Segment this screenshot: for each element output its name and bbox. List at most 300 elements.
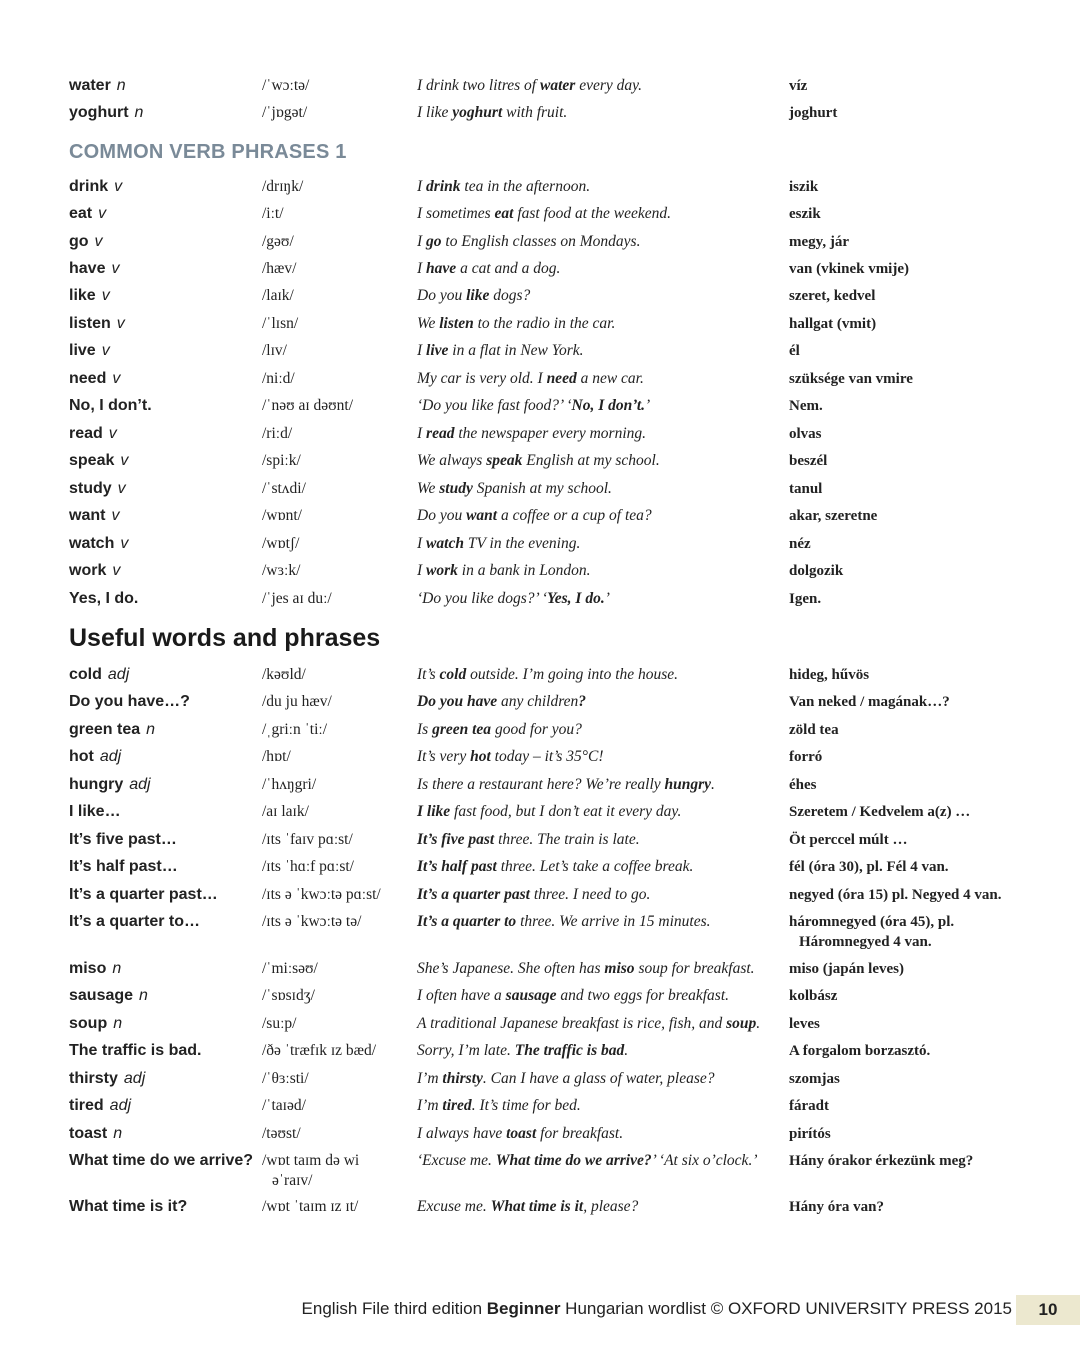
entry-row (0, 1014, 1080, 1036)
entry-word (69, 424, 117, 444)
example-text: Excuse me. (417, 1198, 491, 1215)
example-highlight: ? (578, 693, 587, 710)
example-text: ‘Do you like dogs?’ ‘ (417, 590, 547, 607)
example-highlight: listen (439, 315, 474, 332)
example-text: Do you (417, 507, 467, 524)
example-text: good for you? (491, 721, 582, 738)
example-text: ’ (645, 397, 651, 414)
headword: speak (69, 452, 115, 469)
example-highlight: It’s half past (417, 858, 497, 875)
translation-text: Van neked / magának…? (789, 694, 950, 710)
footer-level: Beginner (486, 1299, 561, 1318)
example-text: I (417, 425, 427, 442)
ipa-text: /wɒnt/ (262, 507, 302, 524)
hungarian-translation (789, 830, 1049, 850)
translation-text: háromnegyed (óra 45), pl. (789, 914, 955, 930)
entry-word (69, 76, 126, 96)
headword: No, I don’t. (69, 397, 152, 414)
headword: work (69, 562, 107, 579)
entry-word (69, 1197, 187, 1217)
ipa-text: /du ju hæv/ (262, 693, 332, 710)
example-text: and two eggs for breakfast. (556, 987, 730, 1004)
ipa-text: /ɪts ə ˈkwɔːtə tə/ (262, 913, 362, 930)
example-highlight: water (540, 77, 576, 94)
example-sentence (417, 369, 787, 389)
headword: miso (69, 960, 107, 977)
pronunciation (262, 76, 412, 96)
ipa-text: /ˈnəʊ aɪ dəʊnt/ (262, 397, 354, 414)
pronunciation (262, 103, 412, 123)
entry-row (0, 232, 1080, 254)
headword: drink (69, 178, 109, 195)
entry-row (0, 479, 1080, 501)
entry-row (0, 986, 1080, 1008)
headword: toast (69, 1125, 108, 1142)
example-text: I sometimes (417, 205, 495, 222)
example-text: a cat and a dog. (456, 260, 561, 277)
ipa-text: /wɒt ˈtaɪm ɪz ɪt/ (262, 1198, 359, 1215)
example-highlight: green tea (432, 721, 492, 738)
entry-row (0, 396, 1080, 418)
example-sentence (417, 747, 787, 767)
ipa-text: /niːd/ (262, 370, 295, 387)
example-sentence (417, 76, 787, 96)
example-text: Spanish at my school. (472, 480, 612, 497)
entry-row (0, 1197, 1080, 1219)
ipa-text: /ˈjes aɪ duː/ (262, 590, 332, 607)
pronunciation (262, 1096, 412, 1116)
ipa-text: /ˈθɜːsti/ (262, 1070, 309, 1087)
entry-row (0, 76, 1080, 98)
headword: green tea (69, 721, 141, 738)
example-sentence (417, 204, 787, 224)
example-text: I drink two litres of (417, 77, 540, 94)
entry-word (69, 177, 122, 197)
page-number: 10 (1016, 1295, 1080, 1325)
entry-word (69, 665, 129, 685)
example-text: . Can I have a glass of water, please? (482, 1070, 715, 1087)
example-highlight: toast (506, 1125, 537, 1142)
footer-copyright: Hungarian wordlist © OXFORD UNIVERSITY PRESS 2015 (560, 1299, 1012, 1318)
example-text: three. Let’s take a coffee break. (496, 858, 694, 875)
entry-word (69, 1096, 131, 1116)
example-text: outside. I’m going into the house. (466, 666, 679, 683)
entry-word (69, 692, 190, 712)
example-text: I (417, 260, 427, 277)
part-of-speech: v (111, 507, 120, 524)
example-text: three. The train is late. (494, 831, 640, 848)
entry-row (0, 830, 1080, 852)
example-highlight: It’s five past (417, 831, 495, 848)
headword: listen (69, 315, 111, 332)
entry-row (0, 1151, 1080, 1189)
example-text: Is (417, 721, 433, 738)
example-sentence (417, 259, 787, 279)
headword: soup (69, 1015, 108, 1032)
headword: go (69, 233, 89, 250)
entry-word (69, 232, 103, 252)
hungarian-translation (789, 286, 1049, 306)
example-text: Do you (417, 287, 467, 304)
part-of-speech: adj (123, 1070, 146, 1087)
entry-row (0, 506, 1080, 528)
example-highlight: live (426, 342, 449, 359)
translation-text: hallgat (vmit) (789, 316, 877, 332)
entry-word (69, 720, 155, 740)
translation-text: Szeretem / Kedvelem a(z) … (789, 804, 971, 820)
hungarian-translation (789, 76, 1049, 96)
hungarian-translation (789, 232, 1049, 252)
example-text: with fruit. (502, 104, 568, 121)
entry-row (0, 561, 1080, 583)
headword: Do you have…? (69, 693, 190, 710)
example-text: fast food at the weekend. (513, 205, 671, 222)
headword: sausage (69, 987, 134, 1004)
entry-word (69, 103, 143, 123)
hungarian-translation (789, 692, 1049, 712)
example-text: to English classes on Mondays. (441, 233, 641, 250)
ipa-text: /kəʊld/ (262, 666, 306, 683)
section-heading-common-verb-phrases: COMMON VERB PHRASES 1 (69, 141, 347, 163)
entry-word (69, 802, 121, 822)
hungarian-translation (789, 314, 1049, 334)
headword: hot (69, 748, 94, 765)
example-text: a new car. (576, 370, 644, 387)
ipa-text: /ɪts ˈfaɪv pɑːst/ (262, 831, 353, 848)
pronunciation (262, 665, 412, 685)
entry-word (69, 204, 106, 224)
translation-text: beszél (789, 453, 828, 469)
headword: It’s a quarter past… (69, 886, 218, 903)
example-text: I always have (417, 1125, 507, 1142)
example-sentence (417, 1069, 787, 1089)
part-of-speech: n (139, 987, 148, 1004)
hungarian-translation (789, 775, 1049, 795)
ipa-text: /təʊst/ (262, 1125, 301, 1142)
example-sentence (417, 720, 787, 740)
translation-text: éhes (789, 777, 817, 793)
headword: yoghurt (69, 104, 129, 121)
example-highlight: have (426, 260, 457, 277)
example-text: any children (497, 693, 579, 710)
ipa-text: /spiːk/ (262, 452, 301, 469)
part-of-speech: n (134, 104, 144, 121)
entry-row (0, 177, 1080, 199)
translation-text: víz (789, 78, 808, 94)
example-text: I (417, 535, 427, 552)
translation-text: Hány órakor érkezünk meg? (789, 1153, 974, 1169)
ipa-text: /hæv/ (262, 260, 297, 277)
example-text: A traditional Japanese breakfast is rice, fish, and (417, 1015, 727, 1032)
ipa-text: /lɪv/ (262, 342, 287, 359)
example-sentence (417, 286, 787, 306)
translation-text: van (vkinek vmije) (789, 261, 909, 277)
example-highlight: miso (604, 960, 635, 977)
example-text: to the radio in the car. (473, 315, 616, 332)
example-highlight: Yes, I do. (547, 590, 605, 607)
example-highlight: What time do we arrive? (495, 1152, 652, 1169)
translation-text: szomjas (789, 1071, 840, 1087)
ipa-text: /hɒt/ (262, 748, 291, 765)
entry-word (69, 314, 125, 334)
part-of-speech: n (116, 77, 126, 94)
pronunciation (262, 1124, 412, 1144)
example-sentence (417, 177, 787, 197)
example-highlight: It’s a quarter past (417, 886, 530, 903)
example-highlight: read (426, 425, 455, 442)
translation-text: fél (óra 30), pl. Fél 4 van. (789, 859, 949, 875)
hungarian-translation (789, 1096, 1049, 1116)
example-text: We (417, 480, 440, 497)
entry-row (0, 314, 1080, 336)
translation-text: dolgozik (789, 563, 844, 579)
pronunciation (262, 369, 412, 389)
ipa-text: /riːd/ (262, 425, 293, 442)
example-sentence (417, 424, 787, 444)
part-of-speech: v (112, 370, 121, 387)
example-text: We (417, 315, 440, 332)
ipa-text: /aɪ laɪk/ (262, 803, 309, 820)
hungarian-translation (789, 259, 1049, 279)
entry-word (69, 451, 128, 471)
example-sentence (417, 1014, 787, 1034)
entry-word (69, 369, 120, 389)
example-highlight: speak (486, 452, 523, 469)
hungarian-translation (789, 103, 1049, 123)
headword: cold (69, 666, 102, 683)
entry-word (69, 775, 151, 795)
example-text: She’s Japanese. She often has (417, 960, 605, 977)
example-text: ‘Excuse me. (417, 1152, 496, 1169)
pronunciation (262, 534, 412, 554)
entry-word (69, 589, 138, 609)
headword: tired (69, 1097, 104, 1114)
example-highlight: want (466, 507, 498, 524)
example-sentence (417, 885, 787, 905)
part-of-speech: v (101, 342, 110, 359)
hungarian-translation (789, 589, 1049, 609)
part-of-speech: n (112, 960, 122, 977)
ipa-text: /wɒt taɪm də wi (262, 1152, 360, 1169)
pronunciation (262, 204, 412, 224)
entry-row (0, 1069, 1080, 1091)
entry-row (0, 692, 1080, 714)
hungarian-translation (789, 885, 1049, 905)
headword: Yes, I do. (69, 590, 139, 607)
entry-word (69, 396, 152, 416)
example-highlight: hungry (664, 776, 712, 793)
example-text: fast food, but I don’t eat it every day. (450, 803, 682, 820)
example-sentence (417, 1151, 787, 1171)
example-text: three. We arrive in 15 minutes. (516, 913, 711, 930)
example-text: a coffee or a cup of tea? (497, 507, 652, 524)
ipa-text: /ðə ˈtræfɪk ɪz bæd/ (262, 1042, 377, 1059)
hungarian-translation (789, 1151, 1049, 1171)
part-of-speech: v (120, 452, 129, 469)
example-text: every day. (575, 77, 643, 94)
part-of-speech: v (101, 287, 110, 304)
hungarian-translation (789, 1041, 1049, 1061)
example-sentence (417, 314, 787, 334)
hungarian-translation (789, 1197, 1049, 1217)
example-sentence (417, 232, 787, 252)
entry-word (69, 986, 148, 1006)
example-sentence (417, 506, 787, 526)
entry-row (0, 259, 1080, 281)
ipa-text: /ˈtaɪəd/ (262, 1097, 306, 1114)
pronunciation (262, 561, 412, 581)
pronunciation (262, 1151, 412, 1191)
pronunciation (262, 986, 412, 1006)
ipa-text: /ˈmiːsəʊ/ (262, 960, 318, 977)
example-highlight: hot (470, 748, 491, 765)
translation-text: olvas (789, 426, 822, 442)
ipa-text: /suːp/ (262, 1015, 297, 1032)
example-sentence (417, 830, 787, 850)
hungarian-translation (789, 561, 1049, 581)
entry-word (69, 830, 177, 850)
translation-text: néz (789, 536, 811, 552)
hungarian-translation (789, 534, 1049, 554)
translation-text: forró (789, 749, 823, 765)
headword: water (69, 77, 111, 94)
pronunciation (262, 589, 412, 609)
hungarian-translation (789, 396, 1049, 416)
entry-word (69, 506, 119, 526)
entry-word (69, 534, 128, 554)
example-text: ‘Do you like fast food?’ ‘ (417, 397, 572, 414)
headword: watch (69, 535, 115, 552)
ipa-text: /wɒtʃ/ (262, 535, 300, 552)
translation-text: miso (japán leves) (789, 961, 904, 977)
example-sentence (417, 1096, 787, 1116)
translation-text: Hány óra van? (789, 1199, 885, 1215)
entry-row (0, 857, 1080, 879)
part-of-speech: adj (107, 666, 130, 683)
hungarian-translation (789, 747, 1049, 767)
hungarian-translation (789, 959, 1049, 979)
entry-row (0, 959, 1080, 981)
part-of-speech: adj (129, 776, 151, 793)
ipa-text: /laɪk/ (262, 287, 294, 304)
translation-text: szeret, kedvel (789, 288, 876, 304)
example-sentence (417, 857, 787, 877)
example-text: I’m (417, 1097, 443, 1114)
example-text: English at my school. (522, 452, 660, 469)
headword: It’s a quarter to… (69, 913, 200, 930)
example-text: TV in the evening. (463, 535, 581, 552)
example-sentence (417, 589, 787, 609)
example-highlight: soup (726, 1015, 757, 1032)
example-text: , please? (583, 1198, 639, 1215)
entry-row (0, 103, 1080, 125)
example-text: My car is very old. I (417, 370, 547, 387)
example-text: I’m (417, 1070, 443, 1087)
hungarian-translation (789, 986, 1049, 1006)
ipa-text-continued: əˈraɪv/ (272, 1172, 313, 1189)
example-text: I (417, 562, 427, 579)
example-text: the newspaper every morning. (454, 425, 647, 442)
example-sentence (417, 103, 787, 123)
example-sentence (417, 479, 787, 499)
headword: It’s five past… (69, 831, 177, 848)
translation-text-continued: Háromnegyed 4 van. (799, 934, 932, 950)
example-text: I often have a (417, 987, 506, 1004)
example-text: . (624, 1042, 629, 1059)
example-sentence (417, 802, 787, 822)
hungarian-translation (789, 506, 1049, 526)
hungarian-translation (789, 857, 1049, 877)
entry-row (0, 665, 1080, 687)
translation-text: hideg, hűvös (789, 667, 870, 683)
hungarian-translation (789, 451, 1049, 471)
part-of-speech: n (113, 1125, 123, 1142)
part-of-speech: v (98, 205, 107, 222)
headword: have (69, 260, 106, 277)
pronunciation (262, 424, 412, 444)
headword: The traffic is bad. (69, 1042, 202, 1059)
translation-text: Öt perccel múlt … (789, 832, 908, 848)
example-highlight: work (426, 562, 458, 579)
headword: What time do we arrive? (69, 1152, 254, 1169)
example-highlight: Do you have (417, 693, 498, 710)
pronunciation (262, 341, 412, 361)
entry-word (69, 561, 120, 581)
example-text: I (417, 178, 427, 195)
example-text: ’ ‘At six o’clock.’ (651, 1152, 758, 1169)
hungarian-translation (789, 1124, 1049, 1144)
example-highlight: The traffic is bad (514, 1042, 625, 1059)
pronunciation (262, 912, 412, 932)
pronunciation (262, 177, 412, 197)
ipa-text: /ɪts ə ˈkwɔːtə pɑːst/ (262, 886, 381, 903)
pronunciation (262, 692, 412, 712)
example-highlight: eat (494, 205, 514, 222)
entry-word (69, 1124, 122, 1144)
example-highlight: thirsty (442, 1070, 483, 1087)
pronunciation (262, 479, 412, 499)
example-highlight: tired (442, 1097, 472, 1114)
headword: study (69, 480, 112, 497)
pronunciation (262, 959, 412, 979)
part-of-speech: n (146, 721, 156, 738)
example-text: Is there a restaurant here? We’re really (417, 776, 665, 793)
example-sentence (417, 912, 787, 932)
entry-row (0, 802, 1080, 824)
pronunciation (262, 506, 412, 526)
hungarian-translation (789, 912, 1049, 952)
entry-row (0, 1096, 1080, 1118)
hungarian-translation (789, 665, 1049, 685)
section-heading-useful-words: Useful words and phrases (69, 624, 381, 652)
part-of-speech: v (117, 480, 126, 497)
entry-word (69, 747, 121, 767)
example-highlight: like (466, 287, 490, 304)
example-text: . It’s time for bed. (471, 1097, 581, 1114)
translation-text: negyed (óra 15) pl. Negyed 4 van. (789, 887, 1002, 903)
example-sentence (417, 959, 787, 979)
example-text: We always (417, 452, 487, 469)
translation-text: akar, szeretne (789, 508, 878, 524)
headword: I like… (69, 803, 121, 820)
ipa-text: /ˈwɔːtə/ (262, 77, 310, 94)
example-sentence (417, 341, 787, 361)
footer-text: English File third edition (301, 1299, 487, 1318)
hungarian-translation (789, 1014, 1049, 1034)
pronunciation (262, 396, 412, 416)
example-sentence (417, 451, 787, 471)
example-text: I (417, 233, 427, 250)
